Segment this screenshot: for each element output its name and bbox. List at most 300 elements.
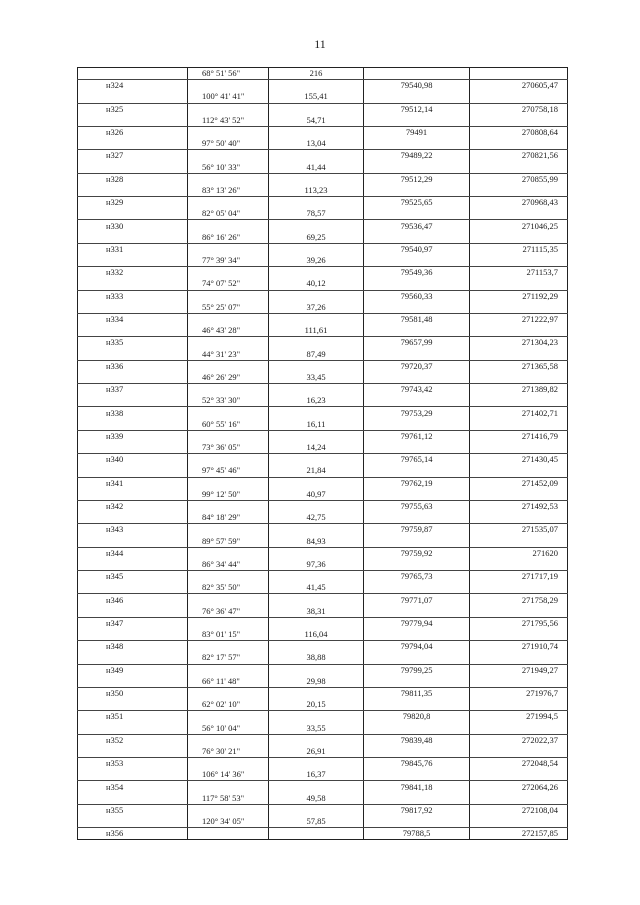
x-coordinate-cell — [364, 395, 470, 407]
x-coordinate-cell: 79811,35 — [364, 687, 470, 699]
point-id-cell — [78, 419, 188, 431]
distance-cell: 41,44 — [269, 162, 364, 174]
x-coordinate-cell — [364, 349, 470, 361]
point-id-cell — [78, 559, 188, 571]
y-coordinate-cell — [470, 419, 568, 431]
point-id-cell: н333 — [78, 290, 188, 302]
point-row — [78, 524, 568, 536]
x-coordinate-cell: 79540,98 — [364, 80, 470, 92]
bearing-cell — [188, 220, 269, 232]
segment-row — [78, 723, 568, 735]
bearing-cell: 74° 07' 52" — [188, 278, 269, 290]
point-id-cell — [78, 115, 188, 127]
bearing-cell: 68° 51' 56" — [188, 68, 269, 80]
point-row — [78, 80, 568, 92]
bearing-cell — [188, 500, 269, 512]
bearing-cell — [188, 828, 269, 840]
bearing-cell: 82° 17' 57" — [188, 652, 269, 664]
point-id-cell: н349 — [78, 664, 188, 676]
point-row — [78, 734, 568, 746]
bearing-cell — [188, 80, 269, 92]
distance-cell: 84,93 — [269, 536, 364, 548]
x-coordinate-cell — [364, 559, 470, 571]
segment-row — [78, 278, 568, 290]
bearing-cell: 44° 31' 23" — [188, 349, 269, 361]
point-id-cell — [78, 349, 188, 361]
bearing-cell: 89° 57' 59" — [188, 536, 269, 548]
distance-cell: 42,75 — [269, 512, 364, 524]
y-coordinate-cell: 271153,7 — [470, 267, 568, 279]
x-coordinate-cell: 79491 — [364, 126, 470, 138]
bearing-cell — [188, 617, 269, 629]
y-coordinate-cell: 270605,47 — [470, 80, 568, 92]
x-coordinate-cell — [364, 419, 470, 431]
bearing-cell — [188, 313, 269, 325]
segment-row — [78, 769, 568, 781]
y-coordinate-cell: 271304,23 — [470, 337, 568, 349]
x-coordinate-cell — [364, 536, 470, 548]
bearing-cell — [188, 103, 269, 115]
distance-cell — [269, 384, 364, 396]
distance-cell: 33,55 — [269, 723, 364, 735]
distance-cell: 38,31 — [269, 606, 364, 618]
point-id-cell — [78, 372, 188, 384]
y-coordinate-cell: 271994,5 — [470, 711, 568, 723]
y-coordinate-cell: 270758,18 — [470, 103, 568, 115]
bearing-cell — [188, 571, 269, 583]
x-coordinate-cell: 79753,29 — [364, 407, 470, 419]
point-id-cell: н339 — [78, 430, 188, 442]
point-id-cell — [78, 769, 188, 781]
point-row — [78, 500, 568, 512]
y-coordinate-cell: 271046,25 — [470, 220, 568, 232]
distance-cell — [269, 267, 364, 279]
distance-cell — [269, 734, 364, 746]
distance-cell — [269, 430, 364, 442]
distance-cell: 29,98 — [269, 676, 364, 688]
bearing-cell: 83° 01' 15" — [188, 629, 269, 641]
point-id-cell — [78, 162, 188, 174]
point-row — [78, 477, 568, 489]
distance-cell — [269, 804, 364, 816]
y-coordinate-cell — [470, 278, 568, 290]
point-id-cell — [78, 723, 188, 735]
x-coordinate-cell: 79657,99 — [364, 337, 470, 349]
segment-row — [78, 652, 568, 664]
bearing-cell: 66° 11' 48" — [188, 676, 269, 688]
segment-row — [78, 629, 568, 641]
y-coordinate-cell — [470, 606, 568, 618]
y-coordinate-cell: 272108,04 — [470, 804, 568, 816]
point-row — [78, 664, 568, 676]
x-coordinate-cell — [364, 606, 470, 618]
point-row — [78, 781, 568, 793]
point-id-cell — [78, 442, 188, 454]
point-row — [78, 547, 568, 559]
bearing-cell — [188, 150, 269, 162]
bearing-cell — [188, 290, 269, 302]
point-row — [78, 571, 568, 583]
y-coordinate-cell — [470, 536, 568, 548]
y-coordinate-cell — [470, 489, 568, 501]
y-coordinate-cell: 272048,54 — [470, 758, 568, 770]
y-coordinate-cell — [470, 138, 568, 150]
distance-cell: 33,45 — [269, 372, 364, 384]
x-coordinate-cell — [364, 91, 470, 103]
point-id-cell: н343 — [78, 524, 188, 536]
bearing-cell: 99° 12' 50" — [188, 489, 269, 501]
point-id-cell — [78, 746, 188, 758]
x-coordinate-cell: 79779,94 — [364, 617, 470, 629]
segment-row — [78, 232, 568, 244]
segment-row — [78, 419, 568, 431]
bearing-cell — [188, 641, 269, 653]
x-coordinate-cell: 79536,47 — [364, 220, 470, 232]
point-id-cell: н345 — [78, 571, 188, 583]
bearing-cell: 120° 34' 05" — [188, 816, 269, 828]
point-id-cell: н331 — [78, 243, 188, 255]
bearing-cell: 82° 05' 04" — [188, 208, 269, 220]
point-id-cell: н330 — [78, 220, 188, 232]
bearing-cell — [188, 454, 269, 466]
x-coordinate-cell: 79743,42 — [364, 384, 470, 396]
point-row — [78, 220, 568, 232]
y-coordinate-cell — [470, 465, 568, 477]
bearing-cell — [188, 781, 269, 793]
point-row — [78, 337, 568, 349]
y-coordinate-cell: 271758,29 — [470, 594, 568, 606]
x-coordinate-cell — [364, 278, 470, 290]
distance-cell: 39,26 — [269, 255, 364, 267]
x-coordinate-cell: 79765,14 — [364, 454, 470, 466]
point-id-cell: н334 — [78, 313, 188, 325]
segment-row — [78, 559, 568, 571]
distance-cell: 16,11 — [269, 419, 364, 431]
y-coordinate-cell: 271976,7 — [470, 687, 568, 699]
x-coordinate-cell: 79549,36 — [364, 267, 470, 279]
bearing-cell: 77° 39' 34" — [188, 255, 269, 267]
segment-row — [78, 185, 568, 197]
point-id-cell: н353 — [78, 758, 188, 770]
y-coordinate-cell — [470, 793, 568, 805]
point-row — [78, 313, 568, 325]
point-row — [78, 804, 568, 816]
point-id-cell: н356 — [78, 828, 188, 840]
point-id-cell: н351 — [78, 711, 188, 723]
x-coordinate-cell: 79765,73 — [364, 571, 470, 583]
y-coordinate-cell — [470, 395, 568, 407]
distance-cell: 87,49 — [269, 349, 364, 361]
point-id-cell — [78, 395, 188, 407]
x-coordinate-cell — [364, 162, 470, 174]
segment-row — [78, 115, 568, 127]
point-row — [78, 430, 568, 442]
segment-row — [78, 349, 568, 361]
point-row — [78, 290, 568, 302]
y-coordinate-cell: 270855,99 — [470, 173, 568, 185]
bearing-cell: 60° 55' 16" — [188, 419, 269, 431]
bearing-cell — [188, 267, 269, 279]
distance-cell: 40,97 — [269, 489, 364, 501]
y-coordinate-cell — [470, 442, 568, 454]
segment-row — [78, 372, 568, 384]
x-coordinate-cell — [364, 68, 470, 80]
bearing-cell: 117° 58' 53" — [188, 793, 269, 805]
distance-cell: 40,12 — [269, 278, 364, 290]
bearing-cell — [188, 547, 269, 559]
point-id-cell — [78, 68, 188, 80]
x-coordinate-cell: 79817,92 — [364, 804, 470, 816]
point-id-cell — [78, 536, 188, 548]
bearing-cell — [188, 243, 269, 255]
point-id-cell — [78, 652, 188, 664]
point-row — [78, 173, 568, 185]
survey-coordinates-table — [77, 67, 568, 840]
point-row — [78, 360, 568, 372]
distance-cell — [269, 828, 364, 840]
point-id-cell — [78, 278, 188, 290]
point-id-cell: н329 — [78, 197, 188, 209]
point-id-cell — [78, 676, 188, 688]
x-coordinate-cell: 79841,18 — [364, 781, 470, 793]
segment-row — [78, 91, 568, 103]
point-id-cell — [78, 606, 188, 618]
x-coordinate-cell — [364, 793, 470, 805]
bearing-cell — [188, 758, 269, 770]
point-id-cell — [78, 232, 188, 244]
y-coordinate-cell: 271192,29 — [470, 290, 568, 302]
point-id-cell: н355 — [78, 804, 188, 816]
segment-row — [78, 816, 568, 828]
point-id-cell: н338 — [78, 407, 188, 419]
segment-row — [78, 512, 568, 524]
bearing-cell: 97° 45' 46" — [188, 465, 269, 477]
y-coordinate-cell: 270808,64 — [470, 126, 568, 138]
distance-cell — [269, 781, 364, 793]
distance-cell — [269, 313, 364, 325]
segment-row — [78, 606, 568, 618]
bearing-cell — [188, 384, 269, 396]
y-coordinate-cell: 270821,56 — [470, 150, 568, 162]
point-row — [78, 150, 568, 162]
distance-cell — [269, 337, 364, 349]
y-coordinate-cell: 271365,58 — [470, 360, 568, 372]
point-id-cell: н344 — [78, 547, 188, 559]
point-id-cell: н352 — [78, 734, 188, 746]
bearing-cell — [188, 430, 269, 442]
distance-cell: 16,37 — [269, 769, 364, 781]
y-coordinate-cell: 272022,37 — [470, 734, 568, 746]
x-coordinate-cell: 79799,25 — [364, 664, 470, 676]
point-id-cell: н336 — [78, 360, 188, 372]
distance-cell — [269, 150, 364, 162]
x-coordinate-cell: 79762,19 — [364, 477, 470, 489]
bearing-cell: 86° 16' 26" — [188, 232, 269, 244]
y-coordinate-cell: 271717,19 — [470, 571, 568, 583]
point-id-cell: н348 — [78, 641, 188, 653]
y-coordinate-cell — [470, 699, 568, 711]
x-coordinate-cell: 79845,76 — [364, 758, 470, 770]
x-coordinate-cell — [364, 746, 470, 758]
x-coordinate-cell: 79512,29 — [364, 173, 470, 185]
x-coordinate-cell: 79771,07 — [364, 594, 470, 606]
segment-row — [78, 208, 568, 220]
distance-cell: 13,04 — [269, 138, 364, 150]
segment-row — [78, 582, 568, 594]
point-id-cell — [78, 138, 188, 150]
distance-cell — [269, 103, 364, 115]
distance-cell — [269, 758, 364, 770]
y-coordinate-cell: 271492,53 — [470, 500, 568, 512]
bearing-cell: 62° 02' 10" — [188, 699, 269, 711]
point-id-cell — [78, 699, 188, 711]
bearing-cell: 82° 35' 50" — [188, 582, 269, 594]
x-coordinate-cell: 79820,8 — [364, 711, 470, 723]
distance-cell — [269, 500, 364, 512]
y-coordinate-cell — [470, 746, 568, 758]
segment-row — [78, 395, 568, 407]
segment-row — [78, 162, 568, 174]
distance-cell — [269, 290, 364, 302]
point-id-cell: н347 — [78, 617, 188, 629]
segment-row — [78, 302, 568, 314]
segment-row — [78, 138, 568, 150]
y-coordinate-cell: 271430,45 — [470, 454, 568, 466]
bearing-cell: 56° 10' 04" — [188, 723, 269, 735]
distance-cell — [269, 126, 364, 138]
y-coordinate-cell: 270968,43 — [470, 197, 568, 209]
segment-row — [78, 793, 568, 805]
x-coordinate-cell: 79759,87 — [364, 524, 470, 536]
y-coordinate-cell: 271222,97 — [470, 313, 568, 325]
point-row — [78, 641, 568, 653]
point-id-cell — [78, 465, 188, 477]
y-coordinate-cell: 271949,27 — [470, 664, 568, 676]
distance-cell — [269, 220, 364, 232]
x-coordinate-cell — [364, 372, 470, 384]
point-id-cell: н328 — [78, 173, 188, 185]
point-id-cell — [78, 302, 188, 314]
distance-cell — [269, 617, 364, 629]
bearing-cell: 55° 25' 07" — [188, 302, 269, 314]
bearing-cell: 76° 36' 47" — [188, 606, 269, 618]
distance-cell — [269, 594, 364, 606]
y-coordinate-cell: 271620 — [470, 547, 568, 559]
y-coordinate-cell — [470, 91, 568, 103]
bearing-cell — [188, 711, 269, 723]
point-id-cell — [78, 582, 188, 594]
point-id-cell: н326 — [78, 126, 188, 138]
y-coordinate-cell — [470, 559, 568, 571]
distance-cell — [269, 173, 364, 185]
x-coordinate-cell: 79755,63 — [364, 500, 470, 512]
x-coordinate-cell: 79720,37 — [364, 360, 470, 372]
distance-cell — [269, 664, 364, 676]
point-id-cell — [78, 629, 188, 641]
point-id-cell: н335 — [78, 337, 188, 349]
x-coordinate-cell: 79839,48 — [364, 734, 470, 746]
x-coordinate-cell — [364, 138, 470, 150]
x-coordinate-cell — [364, 255, 470, 267]
y-coordinate-cell — [470, 208, 568, 220]
bearing-cell: 112° 43' 52" — [188, 115, 269, 127]
y-coordinate-cell — [470, 185, 568, 197]
y-coordinate-cell: 271452,09 — [470, 477, 568, 489]
distance-cell: 20,15 — [269, 699, 364, 711]
y-coordinate-cell — [470, 115, 568, 127]
distance-cell: 116,04 — [269, 629, 364, 641]
bearing-cell: 56° 10' 33" — [188, 162, 269, 174]
bearing-cell — [188, 173, 269, 185]
bearing-cell: 46° 43' 28" — [188, 325, 269, 337]
y-coordinate-cell — [470, 816, 568, 828]
distance-cell — [269, 454, 364, 466]
point-id-cell: н341 — [78, 477, 188, 489]
point-id-cell — [78, 185, 188, 197]
bearing-cell: 52° 33' 30" — [188, 395, 269, 407]
bearing-cell — [188, 804, 269, 816]
y-coordinate-cell — [470, 232, 568, 244]
point-id-cell — [78, 489, 188, 501]
y-coordinate-cell — [470, 162, 568, 174]
x-coordinate-cell: 79759,92 — [364, 547, 470, 559]
segment-row — [78, 536, 568, 548]
bearing-cell — [188, 664, 269, 676]
point-id-cell: н350 — [78, 687, 188, 699]
y-coordinate-cell — [470, 255, 568, 267]
distance-cell — [269, 524, 364, 536]
x-coordinate-cell — [364, 185, 470, 197]
y-coordinate-cell — [470, 629, 568, 641]
distance-cell: 78,57 — [269, 208, 364, 220]
bearing-cell — [188, 197, 269, 209]
x-coordinate-cell: 79489,22 — [364, 150, 470, 162]
y-coordinate-cell: 271402,71 — [470, 407, 568, 419]
x-coordinate-cell — [364, 208, 470, 220]
distance-cell — [269, 360, 364, 372]
point-row — [78, 103, 568, 115]
x-coordinate-cell — [364, 232, 470, 244]
distance-cell: 21,84 — [269, 465, 364, 477]
distance-cell — [269, 547, 364, 559]
bearing-cell — [188, 477, 269, 489]
y-coordinate-cell — [470, 582, 568, 594]
x-coordinate-cell — [364, 442, 470, 454]
distance-cell: 113,23 — [269, 185, 364, 197]
distance-cell — [269, 80, 364, 92]
point-row — [78, 267, 568, 279]
x-coordinate-cell — [364, 652, 470, 664]
distance-cell — [269, 641, 364, 653]
y-coordinate-cell: 271910,74 — [470, 641, 568, 653]
point-id-cell — [78, 816, 188, 828]
y-coordinate-cell — [470, 769, 568, 781]
bearing-cell — [188, 734, 269, 746]
x-coordinate-cell — [364, 723, 470, 735]
segment-row — [78, 325, 568, 337]
bearing-cell: 83° 13' 26" — [188, 185, 269, 197]
bearing-cell — [188, 337, 269, 349]
distance-cell — [269, 711, 364, 723]
distance-cell: 97,36 — [269, 559, 364, 571]
point-row — [78, 828, 568, 840]
y-coordinate-cell — [470, 372, 568, 384]
x-coordinate-cell: 79761,12 — [364, 430, 470, 442]
point-id-cell: н340 — [78, 454, 188, 466]
bearing-cell: 76° 30' 21" — [188, 746, 269, 758]
segment-row — [78, 676, 568, 688]
bearing-cell: 106° 14' 36" — [188, 769, 269, 781]
